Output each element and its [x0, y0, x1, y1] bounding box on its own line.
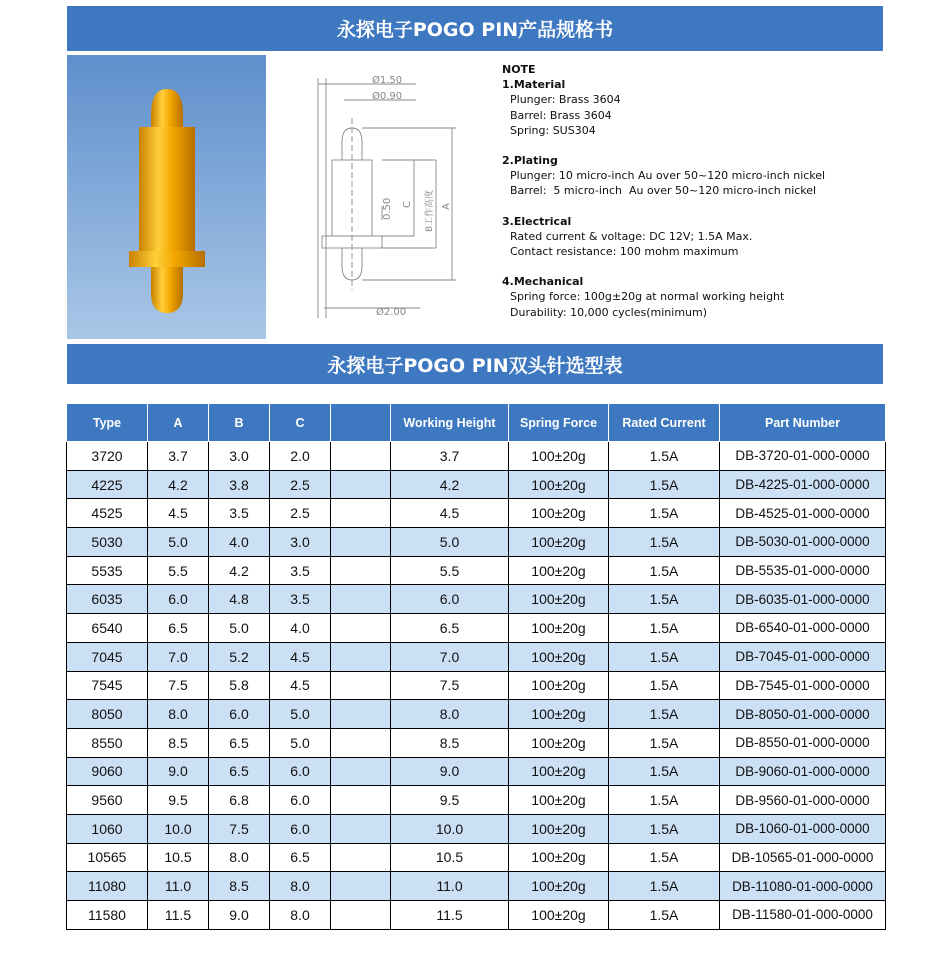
cell-spring-force: 100±20g	[509, 585, 609, 614]
table-row	[67, 528, 886, 557]
cell-c: 3.5	[270, 585, 331, 614]
note-line: Plunger: 10 micro-inch Au over 50~120 micro-inch nickel	[510, 169, 826, 183]
note-line: Rated current & voltage: DC 12V; 1.5A Max.	[510, 229, 753, 243]
note-section-material	[502, 77, 882, 138]
cell-spring-force: 100±20g	[509, 499, 609, 528]
cell-c: 5.0	[270, 728, 331, 757]
spec-notes	[502, 62, 882, 320]
cell-spring-force: 100±20g	[509, 786, 609, 815]
cell-c: 8.0	[270, 872, 331, 901]
cell-type: 7545	[67, 671, 148, 700]
note-head: 3.Electrical	[502, 214, 572, 228]
col-header-spring-force: Spring Force	[509, 404, 609, 442]
cell-a: 8.5	[148, 728, 209, 757]
dim-d2-label: Ø0.90	[372, 91, 403, 102]
cell-a: 6.0	[148, 585, 209, 614]
cell-a: 10.0	[148, 814, 209, 843]
pin-dimension-drawing	[296, 70, 476, 332]
cell-rated-current: 1.5A	[609, 757, 720, 786]
cell-a: 9.5	[148, 786, 209, 815]
cell-c: 4.0	[270, 614, 331, 643]
cell-blank	[331, 442, 391, 471]
note-line: Spring: SUS304	[510, 123, 596, 137]
cell-rated-current: 1.5A	[609, 470, 720, 499]
table-row	[67, 786, 886, 815]
cell-working-height: 5.5	[391, 556, 509, 585]
cell-type: 5030	[67, 528, 148, 557]
cell-rated-current: 1.5A	[609, 556, 720, 585]
col-header-working-height: Working Height	[391, 404, 509, 442]
cell-working-height: 9.0	[391, 757, 509, 786]
note-line: Contact resistance: 100 mohm maximum	[510, 245, 739, 259]
cell-a: 11.0	[148, 872, 209, 901]
col-header-b: B	[209, 404, 270, 442]
cell-c: 6.0	[270, 757, 331, 786]
cell-b: 5.8	[209, 671, 270, 700]
table-row	[67, 728, 886, 757]
col-header-type: Type	[67, 404, 148, 442]
table-row	[67, 843, 886, 872]
note-head: 2.Plating	[502, 154, 558, 168]
cell-spring-force: 100±20g	[509, 442, 609, 471]
cell-rated-current: 1.5A	[609, 872, 720, 901]
cell-spring-force: 100±20g	[509, 614, 609, 643]
cell-type: 8550	[67, 728, 148, 757]
spec-title: 永探电子POGO PIN产品规格书	[336, 19, 614, 41]
table-row	[67, 814, 886, 843]
cell-c: 6.0	[270, 814, 331, 843]
cell-blank	[331, 757, 391, 786]
cell-blank	[331, 728, 391, 757]
cell-part-number: DB-5535-01-000-0000	[720, 556, 886, 585]
cell-rated-current: 1.5A	[609, 499, 720, 528]
cell-working-height: 10.0	[391, 814, 509, 843]
cell-spring-force: 100±20g	[509, 901, 609, 930]
cell-blank	[331, 671, 391, 700]
cell-a: 11.5	[148, 901, 209, 930]
cell-b: 6.5	[209, 728, 270, 757]
cell-a: 10.5	[148, 843, 209, 872]
table-header-row	[67, 404, 886, 442]
cell-b: 3.8	[209, 470, 270, 499]
note-line: Durability: 10,000 cycles(minimum)	[510, 305, 708, 319]
cell-blank	[331, 585, 391, 614]
cell-type: 6540	[67, 614, 148, 643]
table-row	[67, 700, 886, 729]
cell-c: 6.0	[270, 786, 331, 815]
cell-c: 4.5	[270, 671, 331, 700]
note-line: Spring force: 100g±20g at normal working height	[510, 290, 785, 304]
cell-a: 7.0	[148, 642, 209, 671]
cell-spring-force: 100±20g	[509, 872, 609, 901]
cell-b: 5.0	[209, 614, 270, 643]
cell-part-number: DB-8550-01-000-0000	[720, 728, 886, 757]
cell-working-height: 8.5	[391, 728, 509, 757]
cell-part-number: DB-4525-01-000-0000	[720, 499, 886, 528]
product-photo	[67, 55, 266, 339]
cell-type: 11080	[67, 872, 148, 901]
note-section-electrical	[502, 214, 882, 260]
cell-b: 8.5	[209, 872, 270, 901]
cell-working-height: 8.0	[391, 700, 509, 729]
cell-working-height: 7.0	[391, 642, 509, 671]
cell-part-number: DB-10565-01-000-0000	[720, 843, 886, 872]
cell-blank	[331, 700, 391, 729]
cell-blank	[331, 872, 391, 901]
cell-part-number: DB-5030-01-000-0000	[720, 528, 886, 557]
cell-part-number: DB-11580-01-000-0000	[720, 901, 886, 930]
note-section-plating	[502, 153, 882, 199]
cell-type: 9060	[67, 757, 148, 786]
table-row	[67, 499, 886, 528]
cell-b: 8.0	[209, 843, 270, 872]
dim-b-label: B工作高度	[425, 189, 435, 232]
cell-c: 8.0	[270, 901, 331, 930]
selection-table-banner	[67, 344, 883, 384]
cell-blank	[331, 614, 391, 643]
note-head: 1.Material	[502, 78, 566, 92]
table-row	[67, 642, 886, 671]
cell-a: 3.7	[148, 442, 209, 471]
cell-working-height: 7.5	[391, 671, 509, 700]
cell-part-number: DB-6035-01-000-0000	[720, 585, 886, 614]
cell-part-number: DB-7545-01-000-0000	[720, 671, 886, 700]
selection-table-title: 永探电子POGO PIN双头针选型表	[327, 354, 623, 377]
cell-part-number: DB-6540-01-000-0000	[720, 614, 886, 643]
cell-b: 4.2	[209, 556, 270, 585]
cell-a: 5.5	[148, 556, 209, 585]
cell-type: 5535	[67, 556, 148, 585]
cell-b: 5.2	[209, 642, 270, 671]
dim-d3-label: Ø2.00	[376, 307, 407, 318]
spec-title-banner	[67, 6, 883, 51]
cell-c: 2.5	[270, 499, 331, 528]
cell-blank	[331, 556, 391, 585]
cell-b: 6.8	[209, 786, 270, 815]
cell-part-number: DB-9060-01-000-0000	[720, 757, 886, 786]
col-header-a: A	[148, 404, 209, 442]
cell-type: 4225	[67, 470, 148, 499]
cell-type: 11580	[67, 901, 148, 930]
dim-050-label: 0.50	[382, 197, 393, 220]
cell-b: 9.0	[209, 901, 270, 930]
cell-spring-force: 100±20g	[509, 470, 609, 499]
cell-c: 3.0	[270, 528, 331, 557]
cell-working-height: 9.5	[391, 786, 509, 815]
dim-a-label: A	[441, 203, 452, 210]
cell-working-height: 6.5	[391, 614, 509, 643]
cell-working-height: 4.5	[391, 499, 509, 528]
note-head: 4.Mechanical	[502, 275, 584, 289]
cell-rated-current: 1.5A	[609, 442, 720, 471]
cell-c: 2.0	[270, 442, 331, 471]
cell-part-number: DB-8050-01-000-0000	[720, 700, 886, 729]
notes-title: NOTE	[502, 63, 536, 76]
cell-spring-force: 100±20g	[509, 528, 609, 557]
cell-type: 1060	[67, 814, 148, 843]
cell-type: 10565	[67, 843, 148, 872]
cell-blank	[331, 470, 391, 499]
cell-blank	[331, 843, 391, 872]
cell-spring-force: 100±20g	[509, 700, 609, 729]
cell-working-height: 11.0	[391, 872, 509, 901]
cell-working-height: 4.2	[391, 470, 509, 499]
table-row	[67, 442, 886, 471]
cell-spring-force: 100±20g	[509, 642, 609, 671]
cell-spring-force: 100±20g	[509, 556, 609, 585]
selection-table	[66, 403, 886, 930]
dim-d1-label: Ø1.50	[372, 75, 403, 86]
table-row	[67, 556, 886, 585]
cell-type: 8050	[67, 700, 148, 729]
cell-blank	[331, 499, 391, 528]
col-header-blank	[331, 404, 391, 442]
note-section-mechanical	[502, 274, 882, 320]
cell-c: 3.5	[270, 556, 331, 585]
cell-rated-current: 1.5A	[609, 671, 720, 700]
cell-b: 3.0	[209, 442, 270, 471]
cell-spring-force: 100±20g	[509, 671, 609, 700]
table-row	[67, 585, 886, 614]
table-row	[67, 470, 886, 499]
cell-rated-current: 1.5A	[609, 642, 720, 671]
table-row	[67, 614, 886, 643]
cell-b: 6.0	[209, 700, 270, 729]
cell-a: 5.0	[148, 528, 209, 557]
note-line: Plunger: Brass 3604	[510, 93, 621, 107]
cell-type: 7045	[67, 642, 148, 671]
cell-a: 8.0	[148, 700, 209, 729]
cell-c: 4.5	[270, 642, 331, 671]
cell-b: 4.0	[209, 528, 270, 557]
table-row	[67, 757, 886, 786]
cell-a: 4.5	[148, 499, 209, 528]
col-header-c: C	[270, 404, 331, 442]
cell-rated-current: 1.5A	[609, 585, 720, 614]
table-row	[67, 671, 886, 700]
cell-rated-current: 1.5A	[609, 786, 720, 815]
cell-spring-force: 100±20g	[509, 843, 609, 872]
cell-type: 3720	[67, 442, 148, 471]
note-line: Barrel: 5 micro-inch Au over 50~120 micro-inch nickel	[510, 184, 817, 198]
cell-b: 7.5	[209, 814, 270, 843]
cell-c: 6.5	[270, 843, 331, 872]
cell-b: 3.5	[209, 499, 270, 528]
cell-part-number: DB-3720-01-000-0000	[720, 442, 886, 471]
dim-c-label: C	[402, 201, 413, 208]
cell-rated-current: 1.5A	[609, 901, 720, 930]
cell-spring-force: 100±20g	[509, 728, 609, 757]
cell-part-number: DB-9560-01-000-0000	[720, 786, 886, 815]
col-header-part-number: Part Number	[720, 404, 886, 442]
cell-working-height: 10.5	[391, 843, 509, 872]
cell-blank	[331, 528, 391, 557]
cell-a: 6.5	[148, 614, 209, 643]
cell-part-number: DB-4225-01-000-0000	[720, 470, 886, 499]
cell-b: 4.8	[209, 585, 270, 614]
cell-c: 2.5	[270, 470, 331, 499]
cell-rated-current: 1.5A	[609, 700, 720, 729]
cell-spring-force: 100±20g	[509, 757, 609, 786]
col-header-rated-current: Rated Current	[609, 404, 720, 442]
cell-rated-current: 1.5A	[609, 814, 720, 843]
cell-working-height: 3.7	[391, 442, 509, 471]
cell-type: 4525	[67, 499, 148, 528]
cell-c: 5.0	[270, 700, 331, 729]
cell-part-number: DB-7045-01-000-0000	[720, 642, 886, 671]
cell-a: 7.5	[148, 671, 209, 700]
cell-part-number: DB-11080-01-000-0000	[720, 872, 886, 901]
cell-spring-force: 100±20g	[509, 814, 609, 843]
cell-blank	[331, 814, 391, 843]
cell-rated-current: 1.5A	[609, 528, 720, 557]
cell-a: 9.0	[148, 757, 209, 786]
table-row	[67, 872, 886, 901]
cell-working-height: 5.0	[391, 528, 509, 557]
cell-blank	[331, 786, 391, 815]
cell-rated-current: 1.5A	[609, 728, 720, 757]
cell-working-height: 6.0	[391, 585, 509, 614]
cell-a: 4.2	[148, 470, 209, 499]
cell-rated-current: 1.5A	[609, 614, 720, 643]
cell-type: 6035	[67, 585, 148, 614]
cell-type: 9560	[67, 786, 148, 815]
cell-b: 6.5	[209, 757, 270, 786]
cell-working-height: 11.5	[391, 901, 509, 930]
note-line: Barrel: Brass 3604	[510, 108, 612, 122]
table-row	[67, 901, 886, 930]
cell-blank	[331, 901, 391, 930]
cell-part-number: DB-1060-01-000-0000	[720, 814, 886, 843]
cell-blank	[331, 642, 391, 671]
cell-rated-current: 1.5A	[609, 843, 720, 872]
